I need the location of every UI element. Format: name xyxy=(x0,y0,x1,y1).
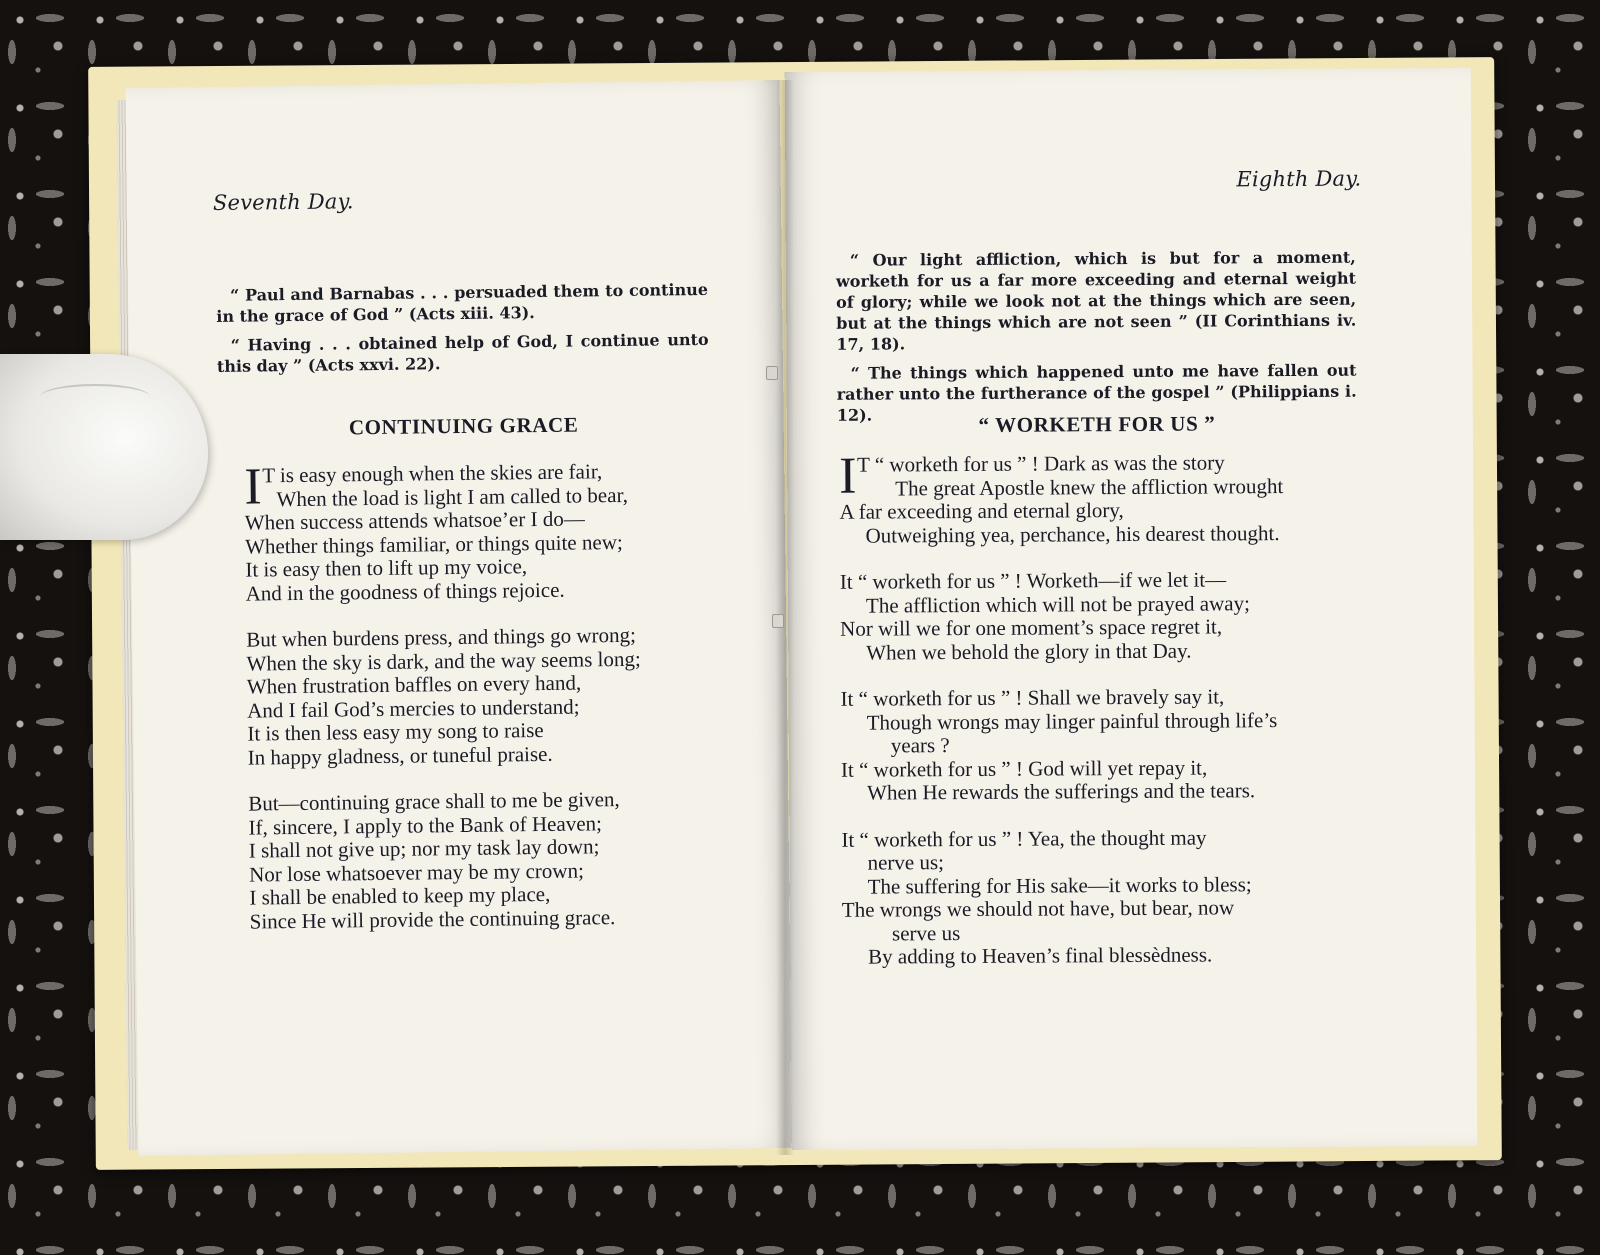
poem-line: It is easy then to lift up my voice, xyxy=(245,554,528,582)
left-epigraph xyxy=(216,279,709,385)
poem-line: But when burdens press, and things go wrong; xyxy=(246,622,637,652)
poem-line: It is then less easy my song to raise xyxy=(247,717,544,746)
right-stanza-1 xyxy=(839,447,1358,548)
poem-line: If, sincere, I apply to the Bank of Heaven; xyxy=(248,810,603,840)
poem-line: I shall be enabled to keep my place, xyxy=(249,881,551,910)
poem-line: But—continuing grace shall to me be given, xyxy=(248,787,620,816)
poem-line: When frustration baffles on every hand, xyxy=(246,670,582,699)
poem-line: Outweighing yea, perchance, his dearest thought. xyxy=(865,520,1280,548)
left-epigraph-2: “ Having . . . obtained help of God, I continue unto this day ” (Acts xxvi. 22). xyxy=(216,329,709,376)
poem-line: The suffering for His sake—it works to bless; xyxy=(867,871,1252,899)
poem-line: It “ worketh for us ” ! God will yet repay it, xyxy=(840,755,1208,782)
poem-line: When we behold the glory in that Day. xyxy=(866,638,1192,665)
poem-line: It “ worketh for us ” ! Worketh—if we let it— xyxy=(839,567,1227,594)
poem-line: And I fail God’s mercies to understand; xyxy=(246,694,580,723)
right-day-heading: Eighth Day. xyxy=(1236,166,1362,192)
poem-line: The affliction which will not be prayed away; xyxy=(865,590,1250,618)
poem-line: T is easy enough when the skies are fair, xyxy=(262,459,603,488)
left-poem xyxy=(244,459,730,957)
left-epigraph-1: “ Paul and Barnabas . . . persuaded them to continue in the grace of God ” (Acts xiii. 43). xyxy=(216,279,709,326)
poem-line: And in the goodness of things rejoice. xyxy=(245,577,565,606)
poem-line: Since He will provide the continuing grace. xyxy=(249,904,616,934)
staple xyxy=(766,366,778,380)
left-poem-title: CONTINUING GRACE xyxy=(348,412,579,440)
poem-line: nerve us; xyxy=(867,850,945,875)
right-epigraph xyxy=(836,247,1357,434)
left-stanza-2 xyxy=(246,623,728,770)
poem-line: I shall not give up; nor my task lay down; xyxy=(248,834,600,863)
poem-line: It “ worketh for us ” ! Shall we bravely say it, xyxy=(840,684,1225,711)
poem-line: Nor lose whatsoever may be my crown; xyxy=(248,857,584,887)
left-stanza-1 xyxy=(244,459,726,606)
poem-line: By adding to Heaven’s final blessèdness. xyxy=(868,942,1213,969)
left-stanza-3 xyxy=(248,787,730,934)
left-page xyxy=(126,80,793,1156)
poem-line: When success attends whatsoe’er I do— xyxy=(244,506,585,535)
poem-line: When He rewards the sufferings and the tears. xyxy=(867,778,1256,805)
poem-line: T “ worketh for us ” ! Dark as was the story xyxy=(857,450,1225,477)
right-poem-title: “ WORKETH FOR US ” xyxy=(978,411,1216,437)
poem-line: In happy gladness, or tuneful praise. xyxy=(247,741,553,770)
poem-line: When the load is light I am called to bear, xyxy=(276,482,629,511)
poem-line: The wrongs we should not have, but bear, now xyxy=(841,895,1235,922)
right-page xyxy=(785,68,1478,1150)
left-dropcap: I xyxy=(244,458,263,516)
staple xyxy=(772,614,784,628)
poem-line: Though wrongs may linger painful through life’s xyxy=(866,707,1278,735)
right-stanza-3 xyxy=(840,685,1359,806)
poem-line: When the sky is dark, and the way seems long; xyxy=(246,646,641,676)
poem-line: A far exceeding and eternal glory, xyxy=(839,498,1124,524)
poem-line: The great Apostle knew the affliction wrought xyxy=(895,473,1284,500)
right-poem xyxy=(839,447,1360,993)
poem-line: Nor will we for one moment’s space regret it, xyxy=(840,614,1223,641)
poem-line: Whether things familiar, or things quite new; xyxy=(244,529,623,559)
right-stanza-4 xyxy=(841,825,1360,969)
right-stanza-2 xyxy=(840,568,1359,665)
gloved-finger xyxy=(0,354,208,540)
left-day-heading: Seventh Day. xyxy=(212,189,354,215)
right-epigraph-2: “ The things which happened unto me have fallen out rather unto the furtherance of the gospel ” (Philippians i. 12). xyxy=(836,360,1357,425)
right-dropcap: I xyxy=(839,447,857,505)
right-epigraph-1: “ Our light affliction, which is but for a moment, worketh for us a far more exceeding and eternal weight of glory; while we look not at the things which are seen, but at the things which are not seen ” (II Corinthians iv. 17, 18). xyxy=(835,247,1357,354)
poem-line: years ? xyxy=(890,733,950,758)
poem-line: It “ worketh for us ” ! Yea, the thought may xyxy=(841,825,1207,852)
poem-line: serve us xyxy=(891,920,961,945)
